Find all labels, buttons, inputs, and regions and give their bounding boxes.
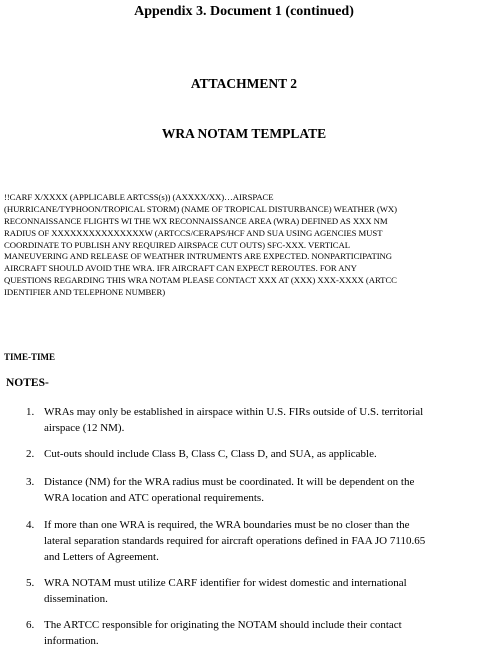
note-text [44,404,484,436]
notam-line: RADIUS OF XXXXXXXXXXXXXXXW (ARTCCS/CERAPS/HCF AND SUA USING AGENCIES MUST [4,227,383,238]
appendix-header: Appendix 3. Document 1 (continued) [134,4,354,19]
notam-line: QUESTIONS REGARDING THIS WRA NOTAM PLEASE CONTACT XXX AT (XXX) XXX-XXXX (ARTCC [4,275,397,286]
note-number: 6. [26,619,35,631]
note-line: lateral separation standards required for aircraft operations defined in FAA JO 7110.65 [44,535,426,547]
template-title: WRA NOTAM TEMPLATE [161,126,327,141]
note-line: dissemination. [44,593,108,605]
note-line: WRA NOTAM must utilize CARF identifier for widest domestic and international [44,577,407,589]
note-number: 5. [26,577,35,589]
note-line: airspace (12 NM). [44,422,125,434]
note-number: 3. [26,476,35,488]
note-text [44,575,484,607]
note-text [44,446,484,462]
note-line: If more than one WRA is required, the WRA boundaries must be no closer than the [44,519,410,531]
note-line: WRA location and ATC operational requirements. [44,492,264,504]
note-line: and Letters of Agreement. [44,551,159,563]
note-text [44,517,484,565]
notam-line: MANEUVERING AND RELEASE OF WEATHER INTRUMENTS ARE EXPECTED. NONPARTICIPATING [4,251,392,262]
note-line: WRAs may only be established in airspace within U.S. FIRs outside of U.S. territorial [44,406,424,418]
notam-line: IDENTIFIER AND TELEPHONE NUMBER) [4,287,166,298]
note-text [44,617,484,649]
note-line: The ARTCC responsible for originating the NOTAM should include their contact [44,619,402,631]
note-line: information. [44,635,99,647]
time-label: TIME-TIME [4,352,56,362]
notam-line: !!CARF X/XXXX (APPLICABLE ARTCSS(s)) (AXXXX/XX)…AIRSPACE [4,192,274,202]
note-number: 4. [26,519,35,531]
note-line: Cut-outs should include Class B, Class C, Class D, and SUA, as applicable. [44,448,377,460]
notam-line: (HURRICANE/TYPHOON/TROPICAL STORM) (NAME OF TROPICAL DISTURBANCE) WEATHER (WX) [4,203,397,214]
notam-template-body [4,192,488,299]
notam-line: RECONNAISSANCE FLIGHTS WI THE WX RECONNAISSANCE AREA (WRA) DEFINED AS XXX NM [4,215,388,226]
note-line: Distance (NM) for the WRA radius must be coordinated. It will be dependent on the [44,476,415,488]
note-number: 2. [26,448,35,460]
notam-line: AIRCRAFT SHOULD AVOID THE WRA. IFR AIRCRAFT CAN EXPECT REROUTES. FOR ANY [4,263,357,274]
attachment-title: ATTACHMENT 2 [190,76,298,91]
notes-heading: NOTES- [6,377,49,389]
notam-line: COORDINATE TO PUBLISH ANY REQUIRED AIRSPACE CUT OUTS) SFC-XXX. VERTICAL [4,239,351,250]
note-text [44,474,484,506]
note-number: 1. [26,406,35,418]
